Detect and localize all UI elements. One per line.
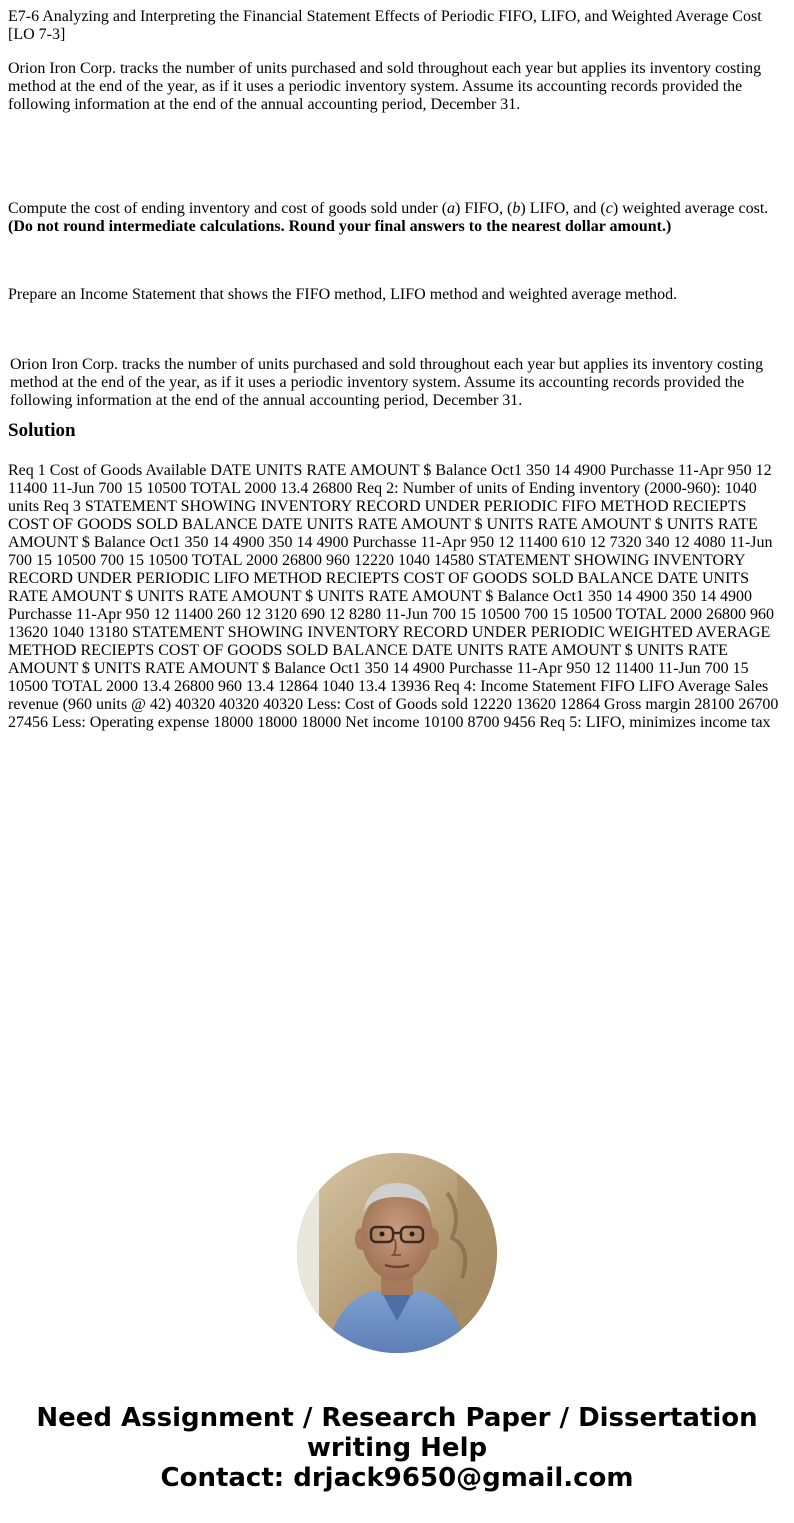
task1-label-b: b [512,200,521,217]
question-intro: Orion Iron Corp. tracks the number of units purchased and sold throughout each year but applies its inventory costing method at the end of the year, as if it uses a periodic inventory system. Assume its accounting records provided the following information at the end of the annual accounting period, December 31. [8,60,762,113]
author-portrait-image [297,1153,497,1353]
solution-text: Req 1 Cost of Goods Available DATE UNITS RATE AMOUNT $ Balance Oct1 350 14 4900 Purchasse 11-Apr 950 12 11400 11-Jun 700 15 10500 TOTAL 2000 13.4 26800 Req 2: Number of units of Ending inventory (2000-960): 1040 units Req 3 STATEMENT SHOWING INVENTORY RECORD UNDER PERIODIC FIFO METHOD RECIEPTS COST OF GOODS SOLD BALANCE DATE UNITS RATE AMOUNT $ UNITS RATE AMOUNT $ UNITS RATE AMOUNT $ Balance Oct1 350 14 4900 350 14 4900 Purchasse 11-Apr 950 12 11400 610 12 7320 340 12 4080 11-Jun 700 15 10500 700 15 10500 TOTAL 2000 26800 960 12220 1040 14580 STATEMENT SHOWING INVENTORY RECORD UNDER PERIODIC LIFO METHOD RECIEPTS COST OF GOODS SOLD BALANCE DATE UNITS RATE AMOUNT $ UNITS RATE AMOUNT $ UNITS RATE AMOUNT $ Balance Oct1 350 14 4900 350 14 4900 Purchasse 11-Apr 950 12 11400 260 12 3120 690 12 8280 11-Jun 700 15 10500 700 15 10500 TOTAL 2000 26800 960 13620 1040 13180 STATEMENT SHOWING INVENTORY RECORD UNDER PERIODIC WEIGHTED AVERAGE METHOD RECIEPTS COST OF GOODS SOLD BALANCE DATE UNITS RATE AMOUNT $ UNITS RATE AMOUNT $ UNITS RATE AMOUNT $ Balance Oct1 350 14 4900 Purchasse 11-Apr 950 12 11400 11-Jun 700 15 10500 TOTAL 2000 13.4 26800 960 13.4 12864 1040 13.4 13936 Req 4: Income Statement FIFO LIFO Average Sales revenue (960 units @ 42) 40320 40320 40320 Less: Cost of Goods sold 12220 13620 12864 Gross margin 28100 26700 27456 Less: Operating expense 18000 18000 18000 Net income 10100 8700 9456 Req 5: LIFO, minimizes income tax [8,462,779,731]
banner-line-1: Need Assignment / Research Paper / Dissertation [36,1403,758,1433]
banner-contact-email: Contact: drjack9650@gmail.com [160,1463,634,1493]
banner-line-2: writing Help [306,1433,488,1463]
task1-text-4: ) weighted average cost. [612,200,769,217]
question-title: E7-6 Analyzing and Interpreting the Financial Statement Effects of Periodic FIFO, LIFO, and Weighted Average Cost [LO 7-3] [8,8,762,43]
promo-banner [0,1403,794,1493]
question-task-income-statement: Prepare an Income Statement that shows the FIFO method, LIFO method and weighted average method. [8,286,678,303]
author-avatar [297,1153,497,1353]
question-task-compute [8,200,786,236]
solution-heading: Solution [8,420,76,441]
task1-rounding-note: (Do not round intermediate calculations. Round your final answers to the nearest dollar amount.) [8,218,672,235]
document-body [8,8,786,732]
task1-text-2: ) FIFO, ( [455,200,513,217]
question-intro-repeat: Orion Iron Corp. tracks the number of units purchased and sold throughout each year but applies its inventory costing method at the end of the year, as if it uses a periodic inventory system. Assume its accounting records provided the following information at the end of the annual accounting period, December 31. [10,356,764,409]
task1-label-c: c [605,200,613,217]
task1-text-1: Compute the cost of ending inventory and cost of goods sold under ( [8,200,448,217]
task1-label-a: a [447,200,456,217]
task1-text-3: ) LIFO, and ( [520,200,606,217]
